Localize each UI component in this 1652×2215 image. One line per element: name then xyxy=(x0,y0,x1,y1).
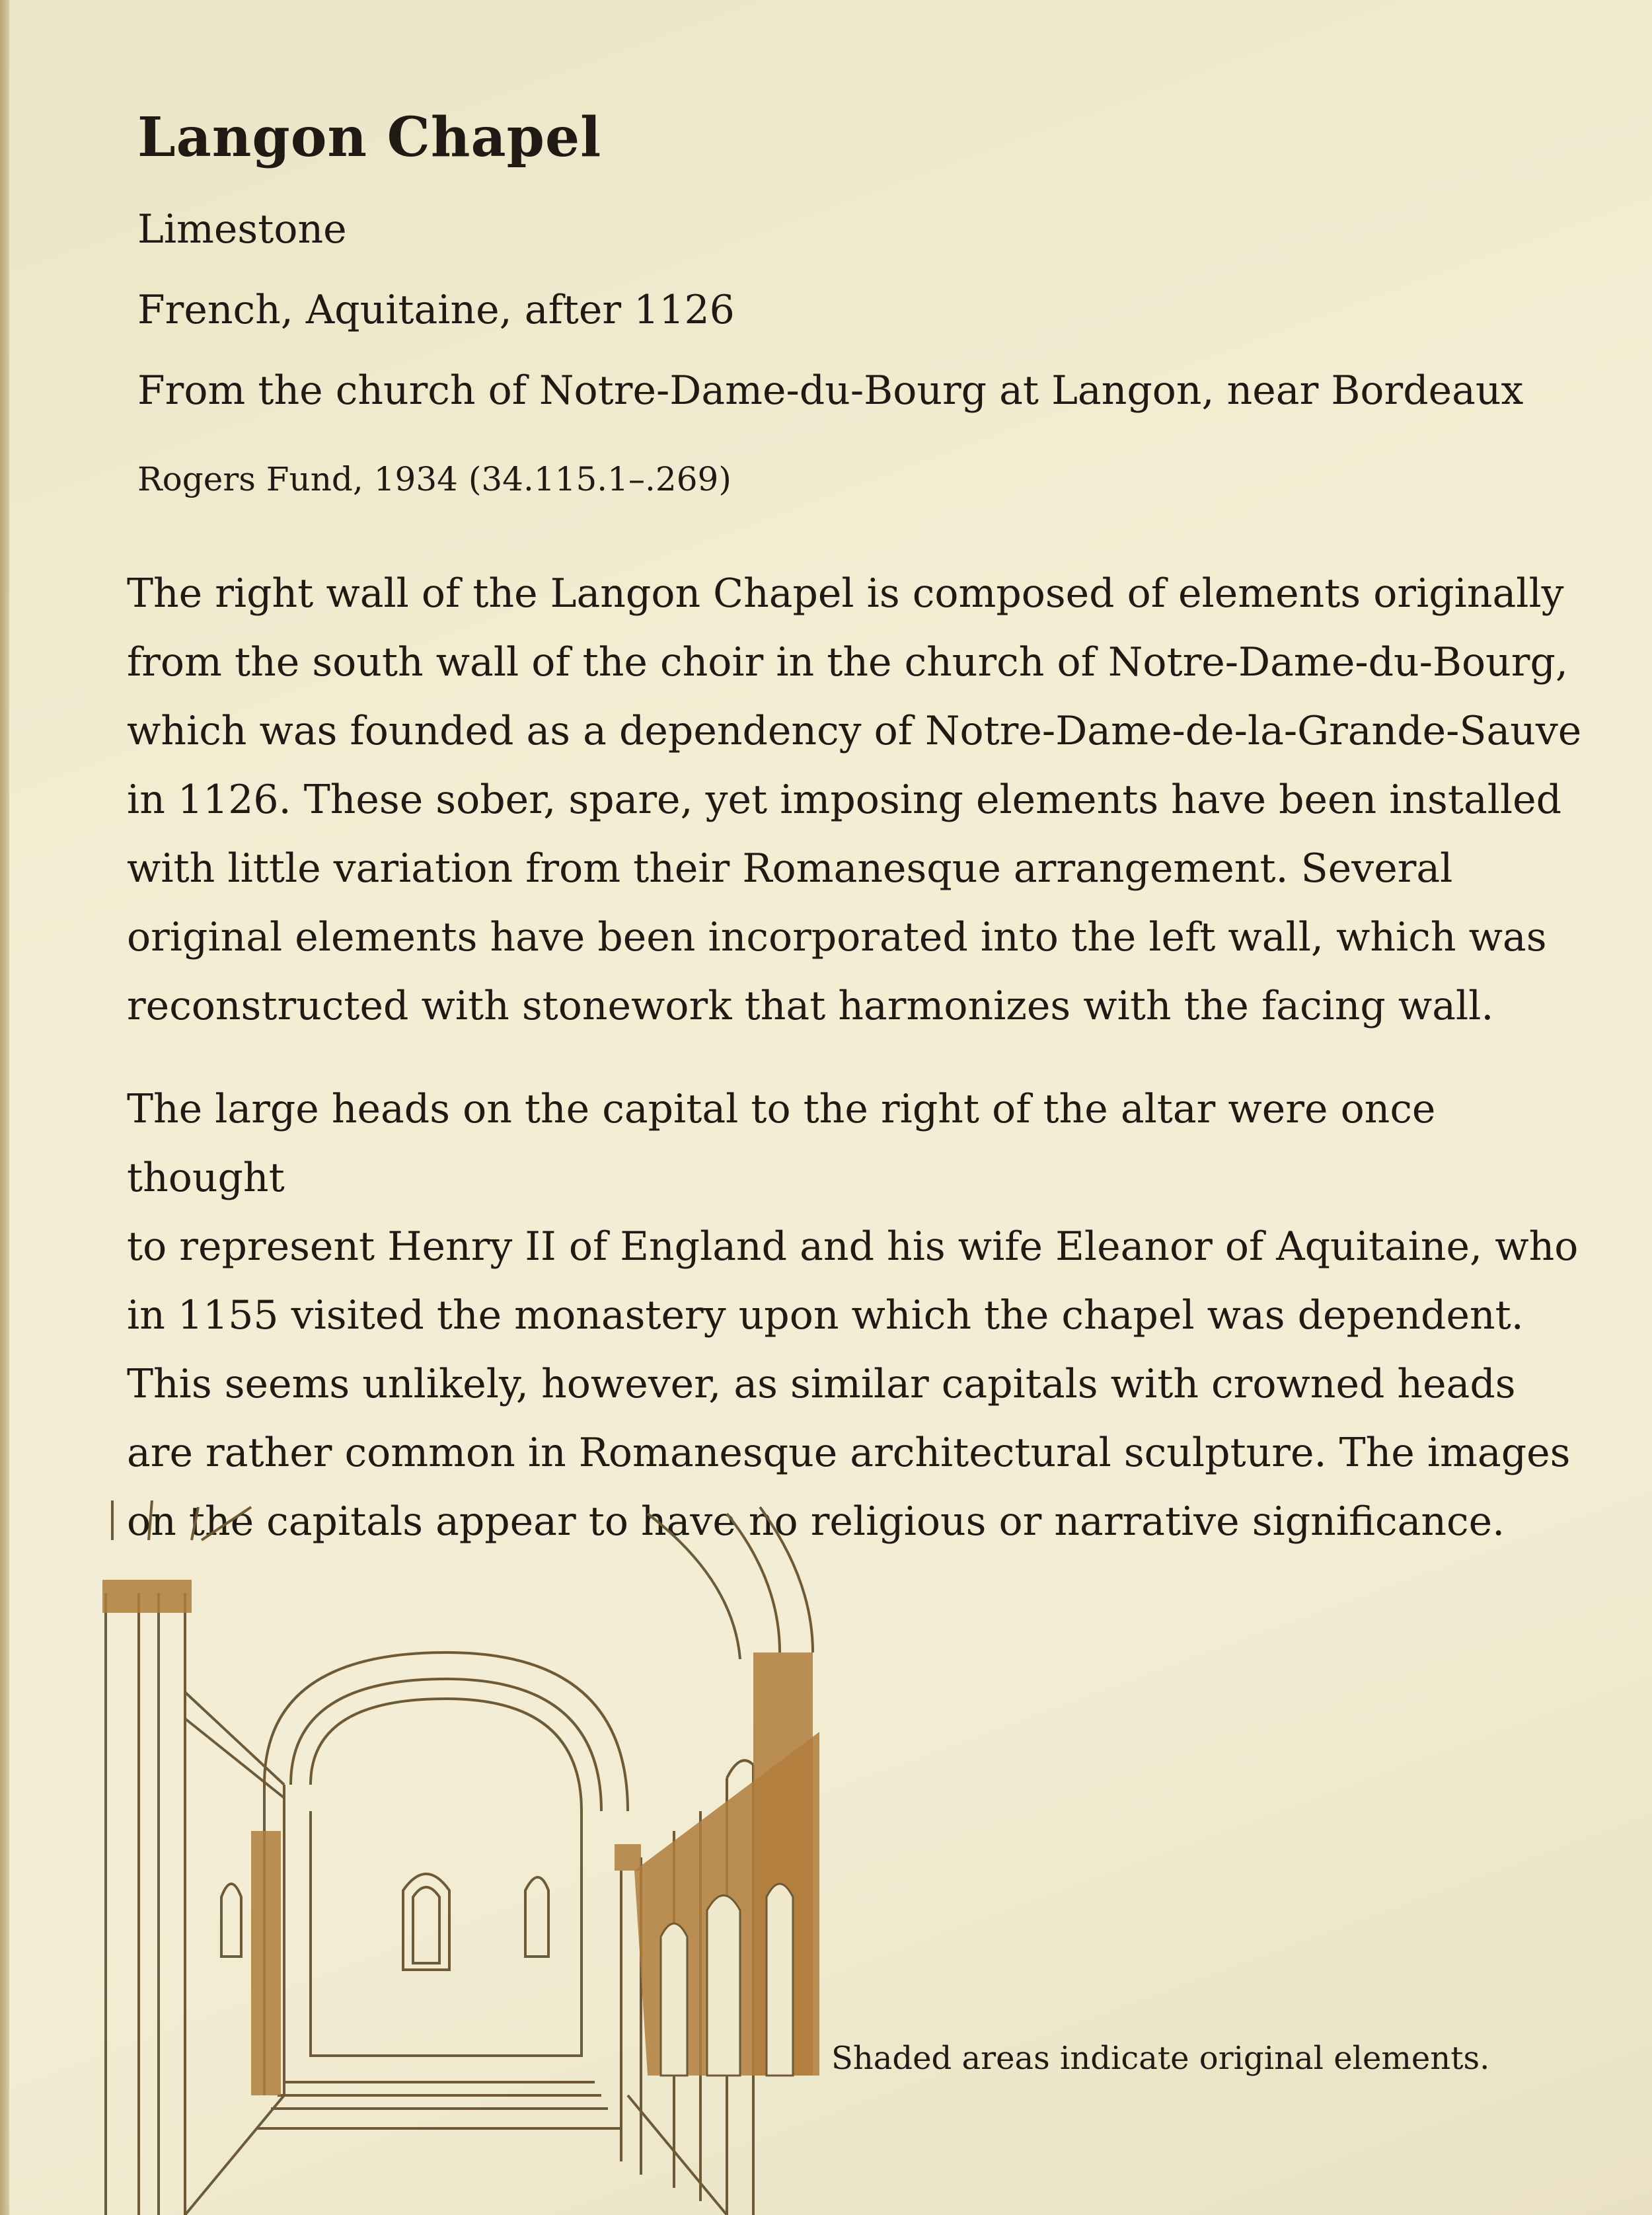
label-medium: Limestone xyxy=(137,206,347,253)
panel-edge xyxy=(0,0,9,2215)
body-paragraph-1: The right wall of the Langon Chapel is composed of elements originally from the south wall of the choir in the church of Notre-Dame-du-Bourg, which was founded as a dependency of Notre-Dame-de-la-Grande-Sauve in 1126. These sober, spare, yet imposing elements have been installed with little variation from their Romanesque arrangement. Several original elements have been incorporated into the left wall, which was reconstructed with stonework that harmonizes with the facing wall. xyxy=(127,570,1582,1029)
chapel-plan-diagram xyxy=(93,1500,839,2215)
label-title: Langon Chapel xyxy=(137,106,602,169)
diagram-caption: Shaded areas indicate original elements. xyxy=(831,2040,1490,2077)
label-origin: French, Aquitaine, after 1126 xyxy=(137,287,735,333)
body-paragraph-2: The large heads on the capital to the right of the altar were once thought to represent Henry II of England and his wife Eleanor of Aquitaine, who in 1155 visited the monastery upon which the chapel was dependent. This seems unlikely, however, as similar capitals with crowned heads are rather common in Romanesque architectural sculpture. The images on the capitals appear to have no religious or narrative significance. xyxy=(127,1086,1579,1545)
label-provenance: From the church of Notre-Dame-du-Bourg at Langon, near Bordeaux xyxy=(137,368,1524,414)
label-credit: Rogers Fund, 1934 (34.115.1–.269) xyxy=(137,460,732,498)
